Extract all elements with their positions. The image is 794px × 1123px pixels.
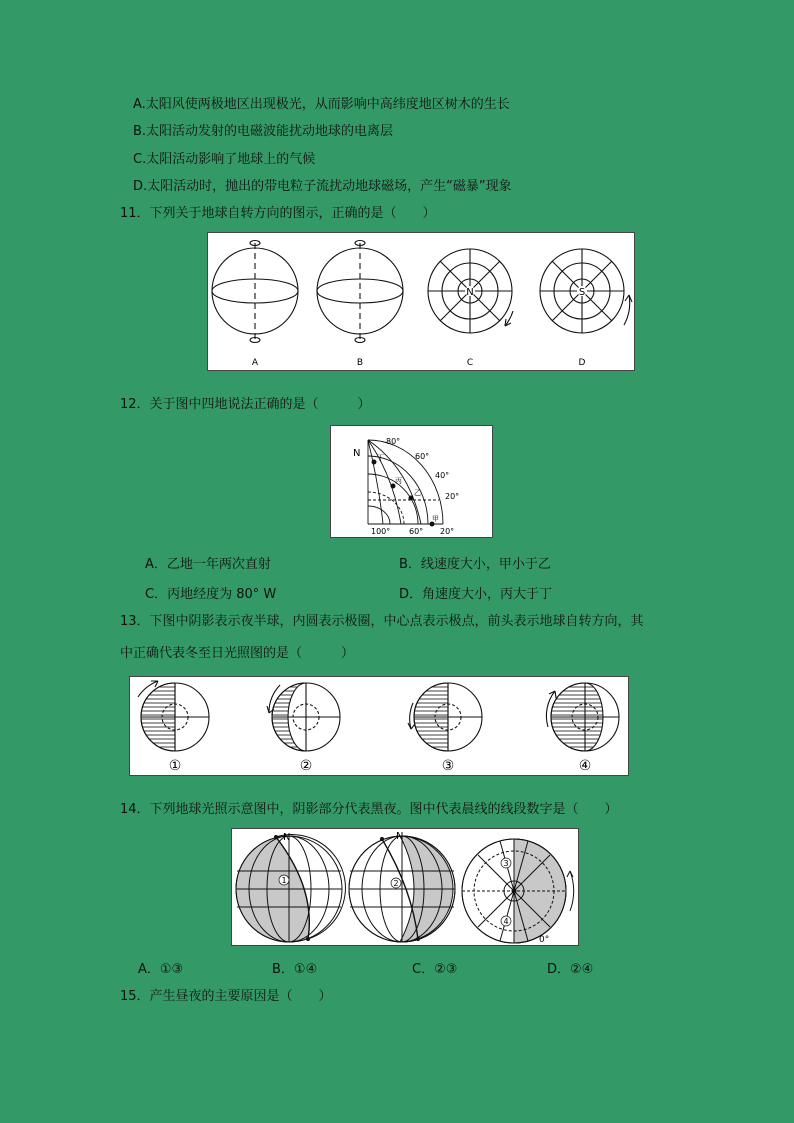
q12-place-bing: 丙 [395,477,402,485]
q13-stem-line2: 中正确代表冬至日光照图的是（ ） [120,646,355,661]
q12-stem: 12．关于图中四地说法正确的是（ ） [120,397,371,412]
q11-pole-d: S [578,287,586,298]
q14-zero-label: 0° [539,935,550,945]
q14-globe-3 [462,839,574,943]
q10-option-b: B.太阳活动发射的电磁波能扰动地球的电离层 [133,124,394,139]
q10-option-c: C.太阳活动影响了地球上的气候 [133,152,316,167]
q14-segment-2: 2 [393,879,399,888]
q14-segment-3: 3 [503,859,509,868]
q14-segment-1: 1 [281,876,287,885]
q12-lat-20: 20° [445,492,460,501]
q12-lat-60: 60° [415,452,430,461]
q12-option-d: D．角速度大小，丙大于丁 [399,587,553,602]
diagram-1 [138,681,209,751]
q12-lon-100: 100° [371,527,391,536]
diagram-3 [408,683,482,751]
q11-label-b: B [356,358,364,368]
q11-label-a: A [251,358,259,368]
q12-north-label: N [353,448,361,459]
q12-lat-40: 40° [435,471,450,480]
q12-lon-60: 60° [409,527,424,536]
q12-lon-20: 20° [440,527,455,536]
q11-label-c: C [466,358,474,368]
q10-option-d: D.太阳活动时，抛出的带电粒子流扰动地球磁场，产生“磁暴”现象 [133,179,512,194]
q13-label-4: ④ [578,758,592,774]
q12-lat-80: 80° [386,437,401,446]
q13-label-1: ① [168,758,182,774]
globe-b [317,241,403,343]
q13-label-3: ③ [441,758,455,774]
globe-a [212,241,298,343]
diagram-4 [546,683,619,751]
q14-stem: 14．下列地球光照示意图中，阴影部分代表黑夜。图中代表晨线的线段数字是（ ） [120,802,618,817]
q11-stem: 11．下列关于地球自转方向的图示，正确的是（ ） [120,206,436,221]
q12-place-ding: 丁 [377,454,384,462]
q14-option-d: D．②④ [547,962,594,977]
q14-option-b: B．①④ [272,962,318,977]
q14-option-c: C．②③ [412,962,458,977]
q14-globe-1 [236,835,345,942]
q14-option-a: A．①③ [138,962,184,977]
q13-stem-line1: 13．下图中阴影表示夜半球，内圆表示极圈，中心点表示极点，前头表示地球自转方向，其 [120,614,644,629]
q12-place-jia: 甲 [432,515,439,523]
q12-option-c: C．丙地经度为 80° W [145,587,277,602]
q12-option-a: A．乙地一年两次直射 [145,557,271,572]
q11-figure [207,232,635,371]
q15-stem: 15．产生昼夜的主要原因是（ ） [120,989,332,1004]
q14-segment-4: 4 [503,917,509,926]
q11-pole-c: N [466,287,474,298]
q12-place-yi: 乙 [414,489,421,497]
q13-label-2: ② [299,758,313,774]
q11-label-d: D [578,358,586,368]
q12-figure [330,425,493,538]
q14-globe-2 [349,836,455,942]
q13-figure [129,676,629,776]
q14-figure [231,828,579,946]
q14-north-label-2: N [396,831,404,842]
q12-option-b: B．线速度大小，甲小于乙 [399,557,551,572]
q14-north-label-1: N [283,832,291,843]
diagram-2 [267,683,340,751]
q10-option-a: A.太阳风使两极地区出现极光，从而影响中高纬度地区树木的生长 [133,97,510,112]
